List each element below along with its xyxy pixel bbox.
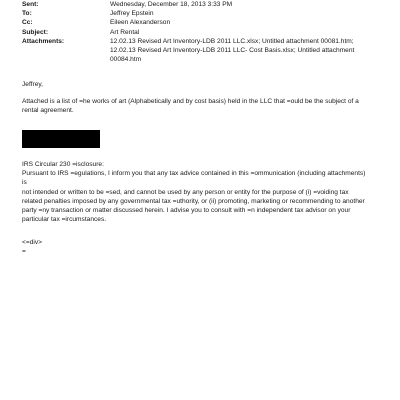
cc-label: Cc: [22,19,33,27]
redaction-block [22,130,100,148]
sent-row [22,0,392,9]
attachments-value [110,37,392,65]
trailing-line-1: <=div> [22,239,42,246]
cc-row [22,18,392,27]
sent-label: Sent: [22,1,39,8]
subject-label: Subject: [22,28,49,36]
attachments-row [22,37,392,65]
subject-row [22,28,392,37]
email-header [22,0,392,64]
body-line-1: Attached is a list of =he works of art (Alphabetically and by cost basis) held in the LLC that =ould be the subject of a [22,98,359,105]
attachment-line-2[interactable]: 12.02.13 Revised Art Inventory-LDB 2011 LLC- Cost Basis.xlsx; Untitled attachment [110,47,355,55]
trailing-line-2: = [22,248,26,256]
disclaimer-line-4: party =ny transaction or matter discussed herein. I advise you to consult with =n independent tax advisor on your [22,207,351,215]
subject-value: Art Rental [110,28,140,36]
attachment-line-1[interactable]: 12.02.13 Revised Art Inventory-LDB 2011 LLC.xlsx; Untitled attachment 00081.htm; [110,37,354,45]
cc-value: Eileen Alexanderson [110,19,171,27]
to-value: Jeffrey Epstein [110,10,154,18]
attachment-line-3[interactable]: 00084.htm [110,56,142,64]
sent-value: Wednesday, December 18, 2013 3:33 PM [110,1,233,8]
disclaimer-line-5: particular tax =ircumstances. [22,216,107,224]
body-paragraph [22,97,367,115]
body-line-2: rental agreement. [22,107,74,115]
disclaimer-line-1: Pursuant to IRS =egulations, I inform you that any tax advice contained in this =ommunication (including attachments) is [22,170,366,187]
trailing-markup [22,238,367,256]
greeting [22,80,367,89]
disclaimer-line-2: not intended or written to be =sed, and cannot be used by any person or entity for the purpose of (i) =voiding tax [22,188,349,196]
disclaimer-title: IRS Circular 230 =isclosure: [22,161,104,168]
irs-disclaimer [22,160,367,224]
attachments-label: Attachments: [22,37,65,45]
to-row [22,9,392,18]
greeting-text: Jeffrey, [22,81,44,88]
disclaimer-line-3: related penalties imposed by any governmental tax =uthority, or (ii) promoting, marketing or recommending to another [22,197,365,205]
to-label: To: [22,10,32,18]
